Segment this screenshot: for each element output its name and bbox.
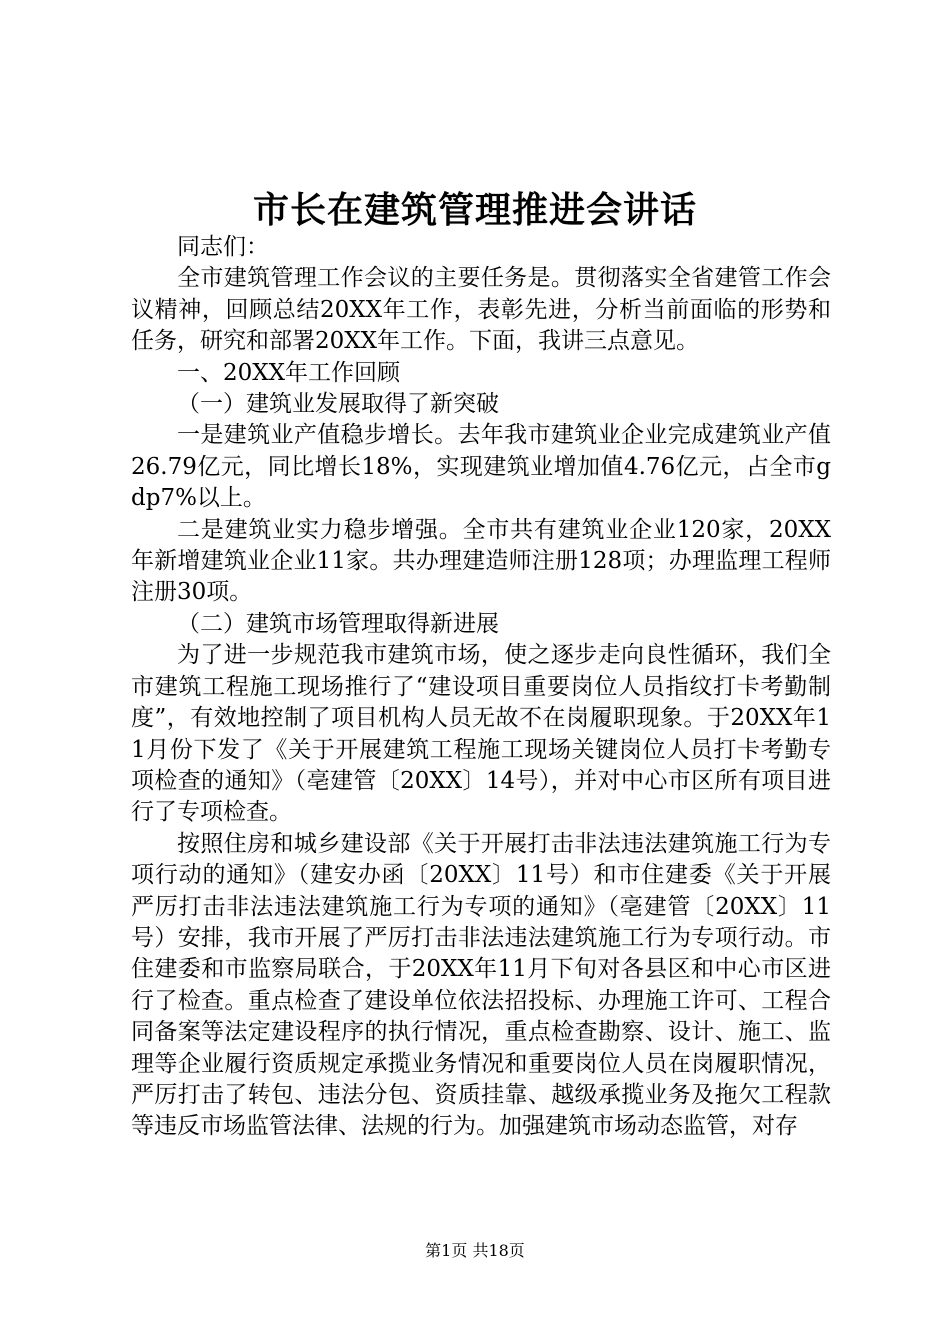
section-heading-review: 一、20XX年工作回顾 [177,359,401,386]
salutation-paragraph: 同志们： [177,234,269,260]
subsection-heading-2: （二）建筑市场管理取得新进展 [177,610,499,637]
body-paragraph-strength: 二是建筑业实力稳步增强。全市共有建筑业企业120家，20XX年新增建筑业企业11家。共办理建造师注册128项；办理监理工程师注册30项。 [131,516,831,606]
body-paragraph-output: 一是建筑业产值稳步增长。去年我市建筑业企业完成建筑业产值26.79亿元，同比增长18%，实现建筑业增加值4.76亿元，占全市gdp7%以上。 [131,422,831,512]
subsection-heading-1: （一）建筑业发展取得了新突破 [177,391,499,418]
document-title: 市长在建筑管理推进会讲话 [252,189,697,231]
body-paragraph-crackdown: 按照住房和城乡建设部《关于开展打击非法违法建筑施工行为专项行动的通知》（建安办函〔20XX〕11号）和市住建委《关于开展严厉打击非法违法建筑施工行为专项的通知》（亳建管〔20XX〕11号）安排，我市开展了严厉打击非法违法建筑施工行为专项行动。市住建委和市监察局联合，于20XX年11月下旬对各县区和中心市区进行了检查。重点检查了建设单位依法招投标、办理施工许可、工程合同备案等法定建设程序的执行情况，重点检查勘察、设计、施工、监理等企业履行资质规定承揽业务情况和重要岗位人员在岗履职情况，严厉打击了转包、违法分包、资质挂靠、越级承揽业务及拖欠工程款等违反市场监管法律、法规的行为。加强建筑市场动态监管，对存 [131,830,831,1140]
page-footer: 第1页 共18页 [425,1241,525,1260]
intro-paragraph: 全市建筑管理工作会议的主要任务是。贯彻落实全省建管工作会议精神，回顾总结20XX年工作，表彰先进，分析当前面临的形势和任务，研究和部署20XX年工作。下面，我讲三点意见。 [131,265,831,355]
document-body [131,232,831,1143]
body-paragraph-market: 为了进一步规范我市建筑市场，使之逐步走向良性循环，我们全市建筑工程施工现场推行了“建设项目重要岗位人员指纹打卡考勤制度”，有效地控制了项目机构人员无故不在岗履职现象。于20XX年11月份下发了《关于开展建筑工程施工现场关键岗位人员打卡考勤专项检查的通知》（亳建管〔20XX〕14号），并对中心市区所有项目进行了专项检查。 [131,642,831,826]
